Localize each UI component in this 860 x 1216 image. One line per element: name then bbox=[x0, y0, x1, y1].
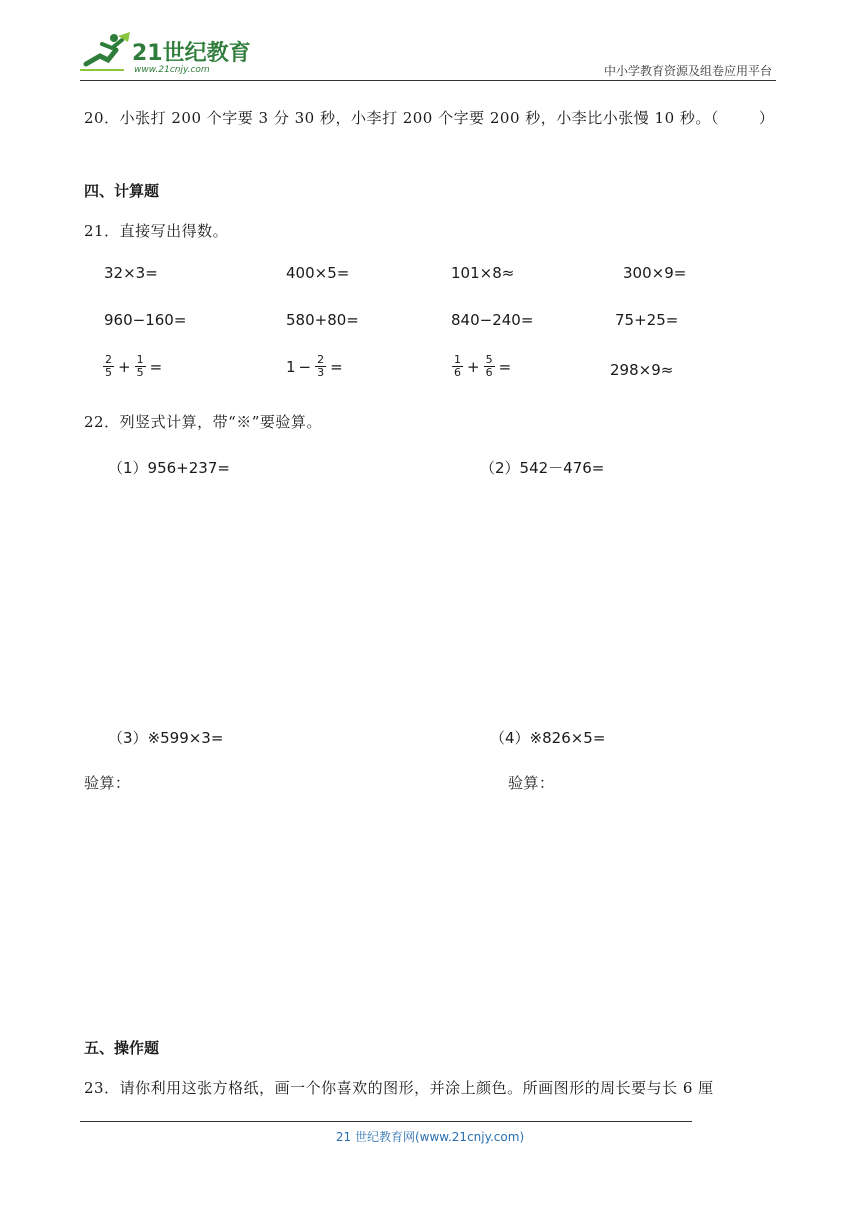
vertical-calc-1: （1）956+237= bbox=[108, 459, 230, 477]
question-21-title: 21．直接写出得数。 bbox=[84, 222, 229, 240]
calc-fraction-item: $\frac{1}{6}$ + $\frac{5}{6}$ = bbox=[454, 353, 512, 379]
header-platform-text: 中小学教育资源及组卷应用平台 bbox=[603, 64, 772, 78]
check-label-right: 验算： bbox=[508, 774, 555, 792]
calc-item: 32×3= bbox=[104, 264, 158, 282]
header-divider bbox=[80, 80, 776, 81]
calc-item: 298×9≈ bbox=[610, 361, 674, 379]
question-20-bracket-close: ） bbox=[758, 109, 775, 127]
runner-icon bbox=[80, 32, 130, 70]
question-20-text: 20．小张打 200 个字要 3 分 30 秒，小李打 200 个字要 200 秒，小李比小张慢 10 秒。（ bbox=[84, 109, 719, 127]
calc-fraction-item: $\frac{2}{5}$ + $\frac{1}{5}$ = bbox=[105, 353, 163, 379]
vertical-calc-4: （4）※826×5= bbox=[490, 729, 606, 747]
logo-text: 21世纪教育 bbox=[132, 41, 251, 66]
section-4-title: 四、计算题 bbox=[84, 182, 160, 200]
calc-item: 400×5= bbox=[286, 264, 350, 282]
fraction: $\frac{1}{5}$ bbox=[136, 353, 144, 379]
calc-item: 75+25= bbox=[615, 311, 679, 329]
question-20 bbox=[84, 107, 774, 128]
fraction: $\frac{2}{3}$ bbox=[317, 353, 325, 379]
fraction: $\frac{5}{6}$ bbox=[485, 353, 493, 379]
calc-item: 580+80= bbox=[286, 311, 359, 329]
logo-subtext: www.21cnjy.com bbox=[134, 65, 210, 75]
fraction: $\frac{2}{5}$ bbox=[105, 353, 112, 379]
calc-item: 300×9= bbox=[623, 264, 687, 282]
check-label-left: 验算： bbox=[84, 774, 131, 792]
footer-text[interactable]: 21 世纪教育网(www.21cnjy.com) bbox=[335, 1130, 525, 1144]
calc-fraction-item: 1 − $\frac{2}{3}$ = bbox=[286, 353, 343, 379]
vertical-calc-3: （3）※599×3= bbox=[108, 729, 224, 747]
calc-item: 840−240= bbox=[451, 311, 534, 329]
question-23-text: 23．请你利用这张方格纸，画一个你喜欢的图形，并涂上颜色。所画图形的周长要与长 6 厘 bbox=[84, 1079, 714, 1097]
vertical-calc-2: （2）542－476= bbox=[480, 459, 605, 477]
site-logo bbox=[78, 30, 258, 76]
footer-divider bbox=[80, 1121, 692, 1122]
calc-item: 101×8≈ bbox=[451, 264, 515, 282]
fraction: $\frac{1}{6}$ bbox=[454, 353, 461, 379]
question-22-title: 22．列竖式计算，带“※”要验算。 bbox=[84, 413, 322, 431]
section-5-title: 五、操作题 bbox=[84, 1039, 160, 1057]
calc-item: 960−160= bbox=[104, 311, 187, 329]
